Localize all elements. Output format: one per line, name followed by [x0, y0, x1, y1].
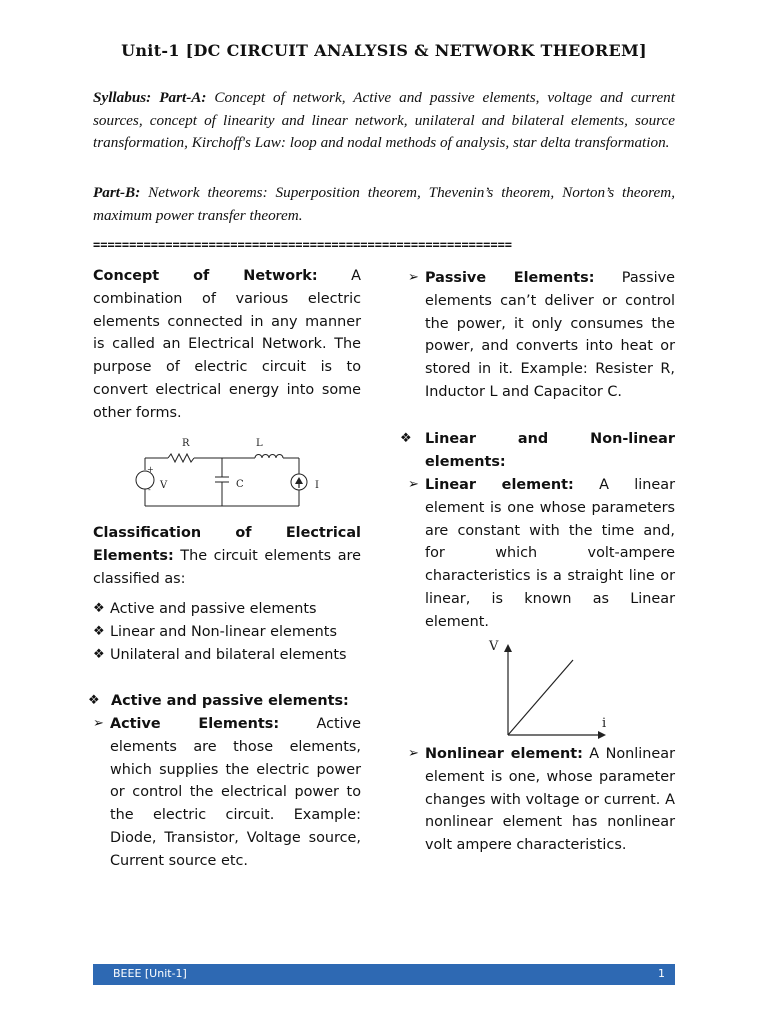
x-axis-arrow-icon: [598, 731, 606, 739]
classification-text: The circuit elements are classified as:: [93, 547, 361, 587]
diamond-bullet-icon: ❖: [93, 601, 105, 616]
lin-nonlin-heading: Linear and Non-linear elements:: [425, 431, 675, 470]
page-title: Unit-1 [DC CIRCUIT ANALYSIS & NETWORK THEOREM]: [121, 41, 647, 60]
nonlinear-element-block: [408, 743, 675, 857]
passive-text: Passive elements can’t deliver or control the power, it only consumes the power, and converts into heat or stored in it. Example: Resister R, Inductor L and Capacitor C.: [425, 270, 675, 400]
syllabus-part-b: [93, 182, 675, 227]
y-axis-arrow-icon: [504, 644, 512, 652]
linear-characteristic-line: [508, 660, 573, 735]
divider-line: ==========================================================: [93, 238, 513, 252]
network-paragraph: [93, 265, 361, 425]
diamond-bullet-icon: ❖: [400, 431, 412, 446]
page-footer: [93, 964, 675, 985]
list-item: ❖ Linear and Non-linear elements: [93, 621, 373, 644]
diamond-bullet-icon: ❖: [93, 623, 105, 639]
diamond-bullet-icon: ❖: [88, 693, 100, 708]
arrow-bullet-icon: ➢: [408, 746, 419, 761]
label-r: R: [182, 438, 190, 449]
linear-heading: Linear element:: [425, 477, 574, 493]
graph-label-i: i: [602, 716, 607, 731]
active-passive-heading: Active and passive elements:: [111, 693, 349, 709]
network-heading: Concept of Network:: [93, 268, 318, 284]
linear-text: A linear element is one whose parameters are constant with the time and, for which volt-ampere characteristics is a straight line or linear, is known as Linear element.: [425, 477, 676, 630]
graph-label-v: V: [489, 639, 499, 654]
passive-heading: Passive Elements:: [425, 270, 595, 286]
active-heading: Active Elements:: [110, 716, 280, 732]
part-a-label: Syllabus: Part-A:: [93, 89, 207, 106]
active-passive-heading-row: [88, 690, 368, 713]
nonlinear-text: A Nonlinear element is one, whose parameter changes with voltage or current. A nonlinear element has nonlinear volt ampere characteristics.: [425, 746, 676, 854]
arrow-bullet-icon: ➢: [93, 716, 104, 731]
network-text: A combination of various electric elements connected in any manner is called an Electrical Network. The purpose of electric circuit is to convert electrical energy into some other forms.: [93, 268, 361, 421]
label-l: L: [256, 438, 263, 449]
label-v: V: [160, 480, 168, 491]
arrow-bullet-icon: ➢: [408, 270, 419, 285]
list-item: ❖ Unilateral and bilateral elements: [93, 644, 373, 667]
passive-elements-block: [408, 267, 675, 404]
label-minus: -: [148, 485, 151, 494]
arrow-bullet-icon: ➢: [408, 477, 419, 492]
list-item: ❖ Active and passive elements: [93, 598, 373, 621]
linear-nonlinear-heading-row: [400, 428, 675, 474]
classification-list: [93, 598, 373, 666]
resistor-symbol: [168, 454, 194, 462]
active-text: Active elements are those elements, which supplies the electric power or control the electrical power to the electric circuit. Example: Diode, Transistor, Voltage source, Current source etc.: [110, 716, 362, 869]
classification-heading: Classification of Electrical Elements:: [93, 525, 361, 564]
classification-paragraph: [93, 522, 361, 590]
syllabus-part-a: [93, 87, 675, 155]
linear-element-block: [408, 474, 675, 634]
page-number: 1: [658, 967, 665, 980]
active-elements-block: [93, 713, 361, 873]
footer-label: BEEE [Unit-1]: [113, 967, 187, 980]
current-arrow-icon: [295, 477, 303, 484]
vi-graph: [480, 635, 620, 740]
label-i: I: [315, 480, 319, 491]
part-b-text: Network theorems: Superposition theorem, Thevenin’s theorem, Norton’s theorem, maximum power transfer theorem.: [93, 184, 675, 224]
inductor-symbol: [255, 455, 283, 459]
label-plus: +: [147, 465, 154, 474]
label-c: C: [236, 479, 244, 490]
circuit-diagram: [132, 432, 332, 512]
nonlinear-heading: Nonlinear element:: [425, 746, 583, 762]
part-a-text: Concept of network, Active and passive elements, voltage and current sources, concept of linearity and linear network, unilateral and bilateral elements, source transformation, Kirchoff's Law: loop and nodal methods of analysis, star delta transformation.: [93, 89, 675, 151]
diamond-bullet-icon: ❖: [93, 646, 105, 662]
part-b-label: Part-B:: [93, 184, 141, 201]
